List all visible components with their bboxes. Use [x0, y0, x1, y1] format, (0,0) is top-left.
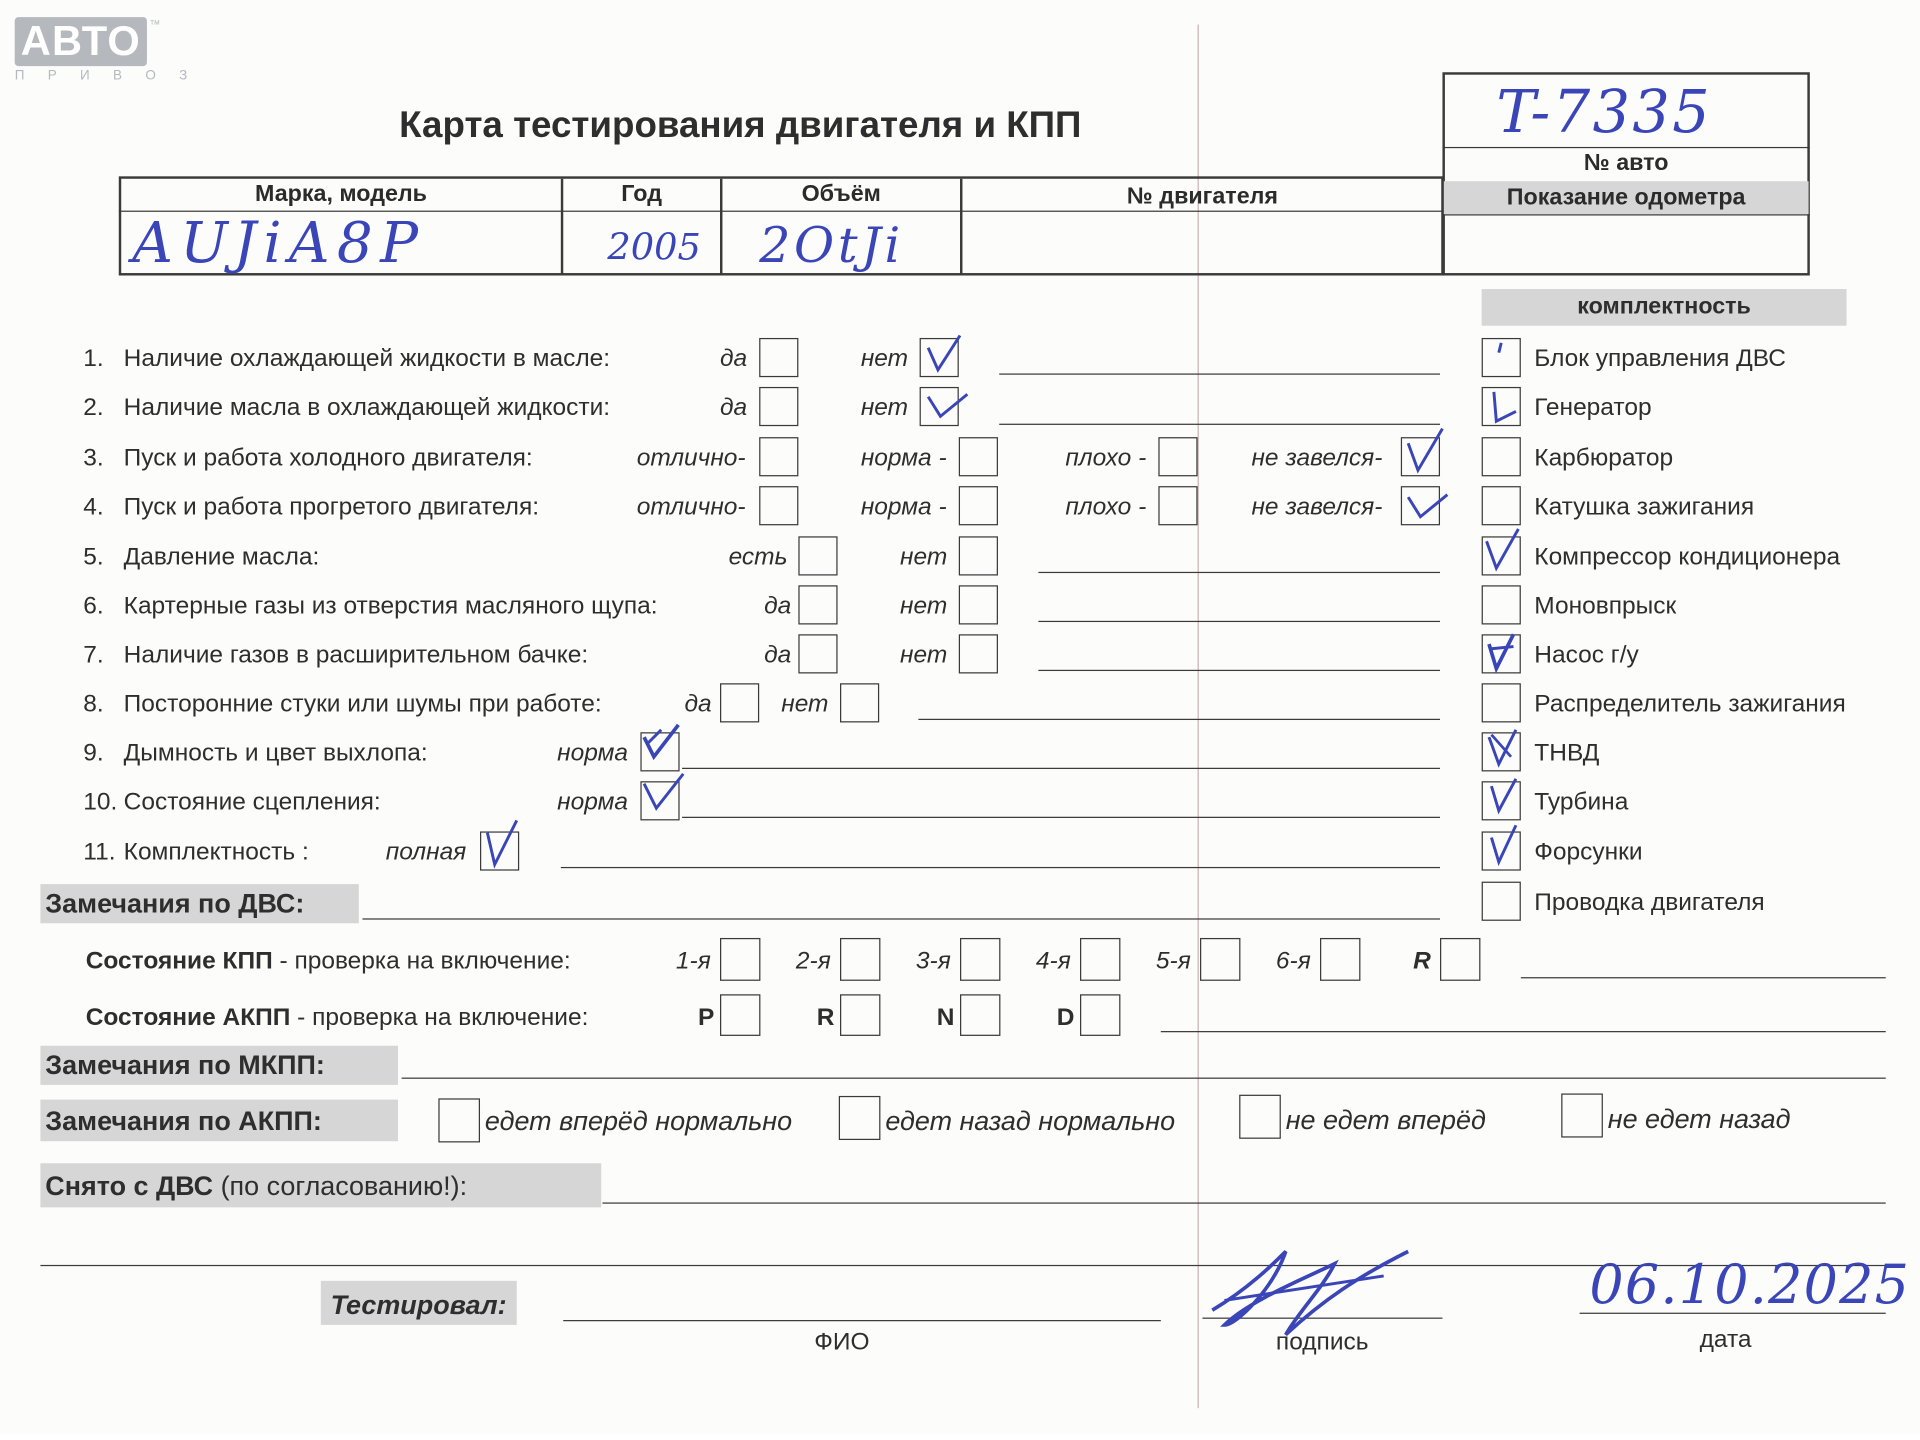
- completeness-item: Насос г/у: [1534, 641, 1639, 669]
- gear-checkbox[interactable]: [1440, 938, 1480, 981]
- option-yes: да: [720, 345, 748, 373]
- completeness-item: Карбюратор: [1534, 444, 1674, 472]
- option-no: нет: [860, 394, 909, 422]
- completeness-item: ТНВД: [1534, 739, 1600, 767]
- akpp-label-rest: - проверка на включение:: [290, 1004, 589, 1032]
- option-yes: да: [720, 394, 748, 422]
- gear-label: R: [1413, 947, 1431, 975]
- check-mark-icon: [1484, 820, 1523, 871]
- signature-label: подпись: [1275, 1328, 1369, 1356]
- akpp-label-bold: Состояние АКПП: [85, 1004, 291, 1032]
- check-mark-icon: [639, 771, 688, 818]
- remarks-mkpp-line[interactable]: [402, 1078, 1886, 1079]
- option-not-started: не завелся-: [1251, 444, 1383, 472]
- item-text: Дымность и цвет выхлопа:: [123, 739, 428, 767]
- year-label: Год: [621, 181, 662, 207]
- item-number: 1.: [83, 345, 104, 373]
- removed-label-bold: Снято с ДВС: [45, 1170, 221, 1202]
- item-number: 5.: [83, 543, 104, 571]
- completeness-checkbox[interactable]: [1482, 486, 1521, 525]
- gear-checkbox[interactable]: [1320, 938, 1360, 981]
- akpp-option-checkbox[interactable]: [1561, 1093, 1603, 1137]
- removed-label-rest: (по согласованию!):: [220, 1170, 468, 1202]
- remarks-engine-line[interactable]: [362, 918, 1440, 919]
- akpp-option-checkbox[interactable]: [1239, 1095, 1281, 1139]
- checkbox-normal[interactable]: [959, 437, 998, 476]
- gear-label: 4-я: [1035, 947, 1071, 975]
- tested-label: Тестировал:: [330, 1289, 507, 1321]
- item-text: Картерные газы из отверстия масляного щупа:: [123, 592, 658, 620]
- completeness-checkbox[interactable]: [1482, 882, 1521, 921]
- gear-checkbox[interactable]: [720, 938, 760, 981]
- volume-value: 2OtJi: [759, 217, 904, 275]
- year-value: 2005: [607, 226, 701, 270]
- check-mark-icon: [1484, 774, 1523, 823]
- option-not-started: не завелся-: [1251, 493, 1383, 521]
- kpp-remark-line[interactable]: [1521, 977, 1886, 978]
- completeness-item: Проводка двигателя: [1534, 888, 1765, 916]
- checkbox-excellent[interactable]: [759, 437, 798, 476]
- make-model-label: Марка, модель: [255, 181, 427, 207]
- remark-line[interactable]: [682, 817, 1440, 818]
- completeness-item: Распределитель зажигания: [1534, 690, 1846, 718]
- car-number-value: T-7335: [1496, 78, 1713, 147]
- checkbox-no[interactable]: [959, 634, 998, 673]
- watermark-text: АВТО: [20, 18, 141, 65]
- item-text: Давление масла:: [123, 543, 320, 571]
- akpp-option-label: едет вперёд нормально: [484, 1105, 793, 1137]
- completeness-checkbox[interactable]: [1482, 683, 1521, 722]
- kpp-label: [86, 947, 571, 976]
- item-number: 2.: [83, 394, 104, 422]
- odometer-label: Показание одометра: [1506, 184, 1746, 211]
- completeness-checkbox[interactable]: [1482, 437, 1521, 476]
- mode-checkbox[interactable]: [960, 994, 1000, 1036]
- check-mark-icon: [1482, 384, 1524, 428]
- akpp-label: [86, 1003, 589, 1032]
- completeness-item: Катушка зажигания: [1534, 493, 1755, 521]
- completeness-title: комплектность: [1577, 293, 1751, 320]
- option-norm: норма: [557, 739, 629, 767]
- divider: [1442, 147, 1809, 148]
- mode-checkbox[interactable]: [720, 994, 760, 1036]
- item-number: 11.: [83, 838, 116, 866]
- remark-line[interactable]: [561, 867, 1440, 868]
- date-value: 06.10.2025: [1589, 1253, 1911, 1317]
- kpp-label-bold: Состояние КПП: [85, 947, 273, 975]
- option-no: нет: [781, 690, 829, 718]
- remark-line[interactable]: [918, 719, 1440, 720]
- checkbox-yes[interactable]: [759, 338, 798, 377]
- fio-label: ФИО: [814, 1328, 870, 1356]
- item-number: 9.: [83, 739, 104, 767]
- remark-line[interactable]: [999, 424, 1440, 425]
- mode-checkbox[interactable]: [1080, 994, 1120, 1036]
- fio-line[interactable]: [563, 1320, 1161, 1321]
- check-mark-icon: [923, 389, 972, 426]
- check-mark-icon: [1403, 490, 1452, 527]
- check-mark-icon: [1482, 524, 1524, 575]
- mode-label: N: [936, 1004, 955, 1032]
- gear-checkbox[interactable]: [1200, 938, 1240, 981]
- option-bad: плохо -: [1065, 493, 1147, 521]
- item-number: 4.: [83, 493, 104, 521]
- item-text: Наличие масла в охлаждающей жидкости:: [123, 394, 611, 422]
- remarks-engine-label: Замечания по ДВС:: [45, 887, 305, 919]
- gear-label: 2-я: [795, 947, 831, 975]
- remark-line[interactable]: [1038, 572, 1440, 573]
- checkbox-no[interactable]: [840, 683, 879, 722]
- watermark-logo: [15, 17, 147, 66]
- option-norm: норма: [557, 788, 629, 816]
- remark-line[interactable]: [1038, 670, 1440, 671]
- divider: [1442, 214, 1809, 215]
- completeness-item: Турбина: [1534, 788, 1629, 816]
- option-no: нет: [900, 543, 948, 571]
- checkbox-yes[interactable]: [798, 585, 837, 624]
- check-mark-icon: [1482, 629, 1524, 673]
- mode-label: P: [697, 1004, 715, 1032]
- gear-label: 5-я: [1155, 947, 1191, 975]
- watermark-subtitle: П Р И В О З: [14, 68, 198, 84]
- completeness-item: Компрессор кондиционера: [1534, 543, 1841, 571]
- item-text: Комплектность :: [123, 838, 309, 866]
- item-number: 6.: [83, 592, 104, 620]
- option-normal: норма -: [860, 444, 947, 472]
- engine-number-label: № двигателя: [1126, 183, 1278, 210]
- akpp-option-label: не едет назад: [1607, 1103, 1791, 1134]
- akpp-remark-line[interactable]: [1161, 1031, 1886, 1032]
- gear-checkbox[interactable]: [1080, 938, 1120, 981]
- option-excellent: отлично-: [636, 444, 746, 472]
- completeness-item: Моновпрыск: [1534, 592, 1677, 620]
- car-number-label: № авто: [1583, 150, 1669, 177]
- make-model-value: AUJiA8P: [132, 209, 426, 276]
- removed-label: [45, 1172, 467, 1201]
- completeness-item: Блок управления ДВС: [1534, 345, 1786, 373]
- date-label: дата: [1699, 1326, 1752, 1354]
- checkbox-excellent[interactable]: [759, 486, 798, 525]
- item-text: Наличие охлаждающей жидкости в масле:: [123, 345, 611, 373]
- completeness-item: Генератор: [1534, 394, 1652, 422]
- gear-label: 1-я: [675, 947, 711, 975]
- option-bad: плохо -: [1065, 444, 1147, 472]
- checkbox-yes[interactable]: [798, 634, 837, 673]
- option-present: есть: [728, 543, 788, 571]
- gear-label: 6-я: [1275, 947, 1311, 975]
- option-yes: да: [764, 641, 792, 669]
- completeness-item: Форсунки: [1534, 838, 1643, 866]
- check-mark-icon: [1482, 725, 1524, 774]
- check-mark-icon: [921, 331, 965, 380]
- mode-checkbox[interactable]: [840, 994, 880, 1036]
- checkbox-yes[interactable]: [720, 683, 759, 722]
- volume-label: Объём: [801, 181, 881, 207]
- completeness-checkbox[interactable]: [1482, 585, 1521, 624]
- remark-line[interactable]: [999, 373, 1440, 374]
- signature-icon: [1200, 1239, 1420, 1342]
- option-no: нет: [860, 345, 909, 373]
- item-text: Посторонние стуки или шумы при работе:: [123, 690, 602, 718]
- item-text: Пуск и работа прогретого двигателя:: [123, 493, 540, 521]
- check-mark-icon: [1401, 424, 1450, 478]
- check-mark-icon: [1484, 336, 1521, 378]
- akpp-option-checkbox[interactable]: [839, 1096, 881, 1140]
- gear-checkbox[interactable]: [960, 938, 1000, 981]
- watermark-tm: ™: [149, 18, 161, 31]
- item-number: 10.: [83, 788, 118, 816]
- checkbox-normal[interactable]: [959, 486, 998, 525]
- option-excellent: отлично-: [636, 493, 746, 521]
- check-mark-icon: [480, 818, 522, 872]
- option-yes: да: [764, 592, 792, 620]
- check-mark-icon: [637, 720, 686, 769]
- remark-line[interactable]: [1038, 621, 1440, 622]
- item-number: 3.: [83, 444, 104, 472]
- option-no: нет: [900, 592, 948, 620]
- checkbox-no[interactable]: [959, 585, 998, 624]
- remarks-mkpp-label: Замечания по МКПП:: [45, 1049, 325, 1081]
- kpp-label-rest: - проверка на включение:: [272, 947, 571, 975]
- akpp-option-label: не едет вперёд: [1285, 1104, 1486, 1136]
- checkbox-no[interactable]: [959, 536, 998, 575]
- page-title: Карта тестирования двигателя и КПП: [399, 105, 1082, 146]
- item-text: Наличие газов в расширительном бачке:: [123, 641, 589, 669]
- mode-label: D: [1056, 1004, 1075, 1032]
- item-text: Пуск и работа холодного двигателя:: [123, 444, 533, 472]
- akpp-option-checkbox[interactable]: [438, 1098, 480, 1142]
- option-normal: норма -: [860, 493, 947, 521]
- item-number: 7.: [83, 641, 104, 669]
- akpp-option-label: едет назад нормально: [885, 1105, 1176, 1137]
- checkbox-present[interactable]: [798, 536, 837, 575]
- option-yes: да: [684, 690, 712, 718]
- option-full: полная: [385, 838, 467, 866]
- gear-label: 3-я: [915, 947, 951, 975]
- remark-line[interactable]: [682, 768, 1440, 769]
- gear-checkbox[interactable]: [840, 938, 880, 981]
- option-no: нет: [900, 641, 948, 669]
- checkbox-bad[interactable]: [1158, 486, 1197, 525]
- mode-label: R: [816, 1004, 835, 1032]
- checkbox-yes[interactable]: [759, 387, 798, 426]
- item-number: 8.: [83, 690, 104, 718]
- item-text: Состояние сцепления:: [123, 788, 381, 816]
- removed-line[interactable]: [602, 1202, 1885, 1203]
- remarks-akpp-label: Замечания по АКПП:: [45, 1105, 322, 1137]
- checkbox-bad[interactable]: [1158, 437, 1197, 476]
